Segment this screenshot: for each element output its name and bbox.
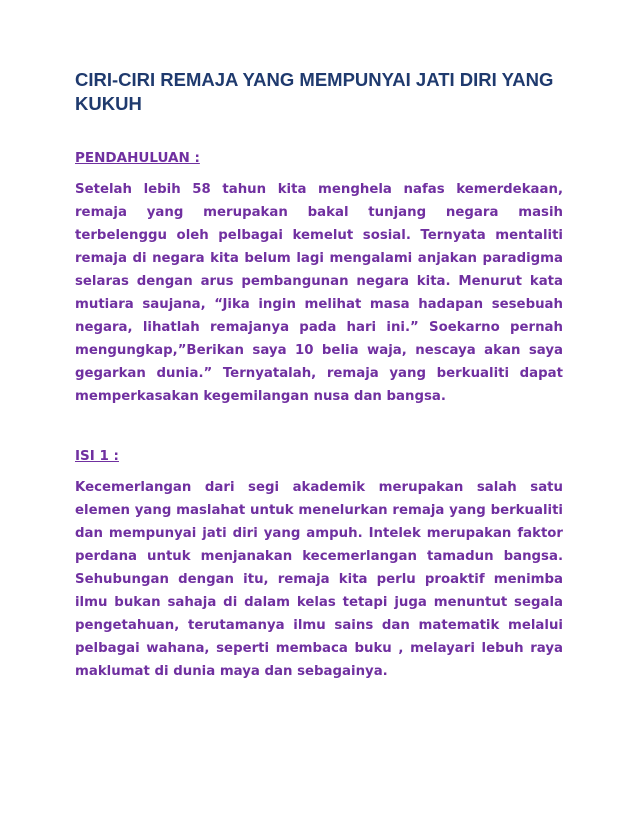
document-title: CIRI-CIRI REMAJA YANG MEMPUNYAI JATI DIRI YANG KUKUH [75,69,554,114]
section-body-pendahuluan: Setelah lebih 58 tahun kita menghela nafas kemerdekaan, remaja yang merupakan bakal tunjang negara masih terbelenggu oleh pelbagai kemelut sosial. Ternyata mentaliti remaja di negara kita belum lagi mengalami anjakan paradigma selaras dengan arus pembangunan negara kita. Menurut kata mutiara saujana, “Jika ingin melihat masa hadapan sesebuah negara, lihatlah remajanya pada hari ini.” Soekarno pernah mengungkap,”Berikan saya 10 belia waja, nescaya akan saya gegarkan dunia.” Ternyatalah, remaja yang berkualiti dapat memperkasakan kegemilangan nusa dan bangsa. [75,182,563,404]
document-page [75,68,563,683]
section-spacer [75,408,563,446]
section-body-isi-1: Kecemerlangan dari segi akademik merupakan salah satu elemen yang maslahat untuk menelurkan remaja yang berkualiti dan mempunyai jati diri yang ampuh. Intelek merupakan faktor perdana untuk menjanakan kecemerlangan tamadun bangsa. Sehubungan dengan itu, remaja kita perlu proaktif menimba ilmu bukan sahaja di dalam kelas tetapi juga menuntut segala pengetahuan, terutamanya ilmu sains dan matematik melalui pelbagai wahana, seperti membaca buku , melayari lebuh raya maklumat di dunia maya dan sebagainya. [75,480,563,679]
section-heading-isi-1: ISI 1 : [75,448,119,464]
section-heading-pendahuluan: PENDAHULUAN : [75,150,200,166]
